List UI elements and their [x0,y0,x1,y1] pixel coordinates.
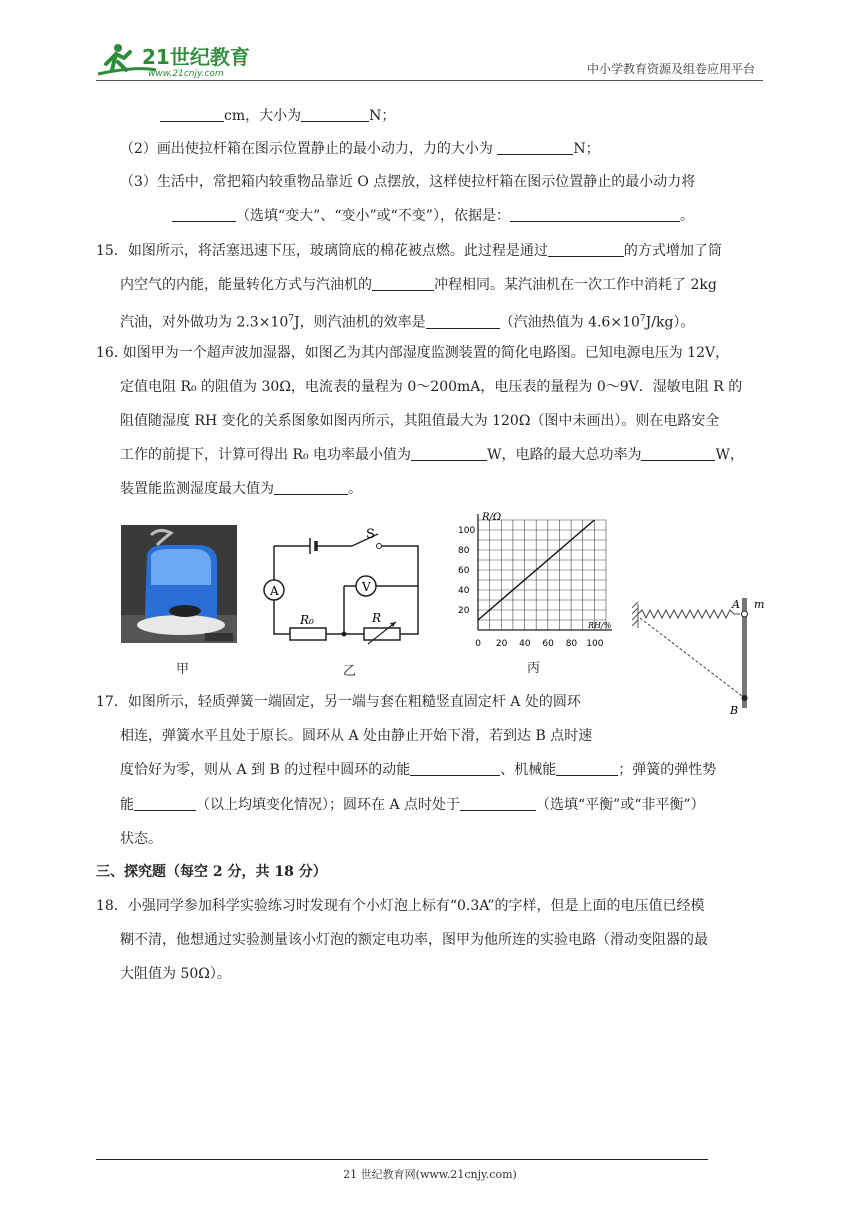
x-tick-label: 80 [565,639,578,649]
q18-line3: 大阻值为 50Ω）。 [120,966,231,982]
x-tick-label: 100 [586,639,604,649]
q17-line4: 能 （以上均填变化情况）；圆环在 A 点时处于 （选填“平衡”或“非平衡”） [120,797,705,813]
section-heading: 三、探究题（每空 2 分，共 18 分） [96,864,327,880]
voltmeter-label: V [362,580,371,594]
ring-a [742,611,748,617]
fig-label-yi: 乙 [343,664,357,679]
answer-blank [410,761,500,776]
q16-line5: 装置能监测湿度最大值为 。 [120,481,362,497]
answer-blank [556,761,618,776]
q17-line5: 状态。 [120,831,162,847]
q15-line3: 汽油，对外做功为 $2.3\times 10^7J$，则汽油机的效率是 （汽油热值为 $4.6\times 10^7J/kg$）。 [120,314,695,331]
point-a-label: A [732,598,740,611]
q18-line1: 18．小强同学参加科学实验练习时发现有个小灯泡上标有“0.3A”的字样，但是上面的电压值已经模 [96,898,705,914]
answer-blank [426,314,500,329]
y-tick-label: 40 [458,586,470,596]
q15-line2: 内空气的内能，能量转化方式与汽油机的 冲程相同。某汽油机在一次工作中消耗了 2kg [120,277,717,293]
answer-blank [274,480,348,495]
answer-blank [372,276,434,291]
answer-blank [160,107,224,122]
switch-label: S [366,527,375,542]
q14-line2: （2）画出使拉杆箱在图示位置静止的最小动力，力的大小为 N； [120,141,600,157]
fig-label-bing: 丙 [527,661,541,676]
q14-line4: （选填“变大”、“变小”或“不变”），依据是： 。 [172,206,840,226]
answer-blank [548,242,624,257]
y-tick-label: 60 [458,566,470,576]
switch-contact [377,544,382,549]
q17-line3: 度恰好为零，则从 A 到 B 的过程中圆环的动能 、机械能 ；弹簧的弹性势 [120,762,717,778]
y-tick-label: 80 [458,546,470,556]
header-rule [96,80,763,81]
answer-blank [134,796,196,811]
y-tick-label: 20 [458,606,470,616]
answer-blank [460,796,536,811]
logo-text: 21世纪教育 [142,45,250,69]
point-b-label: B [730,704,739,717]
x-tick-label: 20 [495,639,508,649]
junction-dot [342,632,347,637]
r0-label: R₀ [300,613,314,627]
chart-axes [478,514,612,630]
fig-label-jia: 甲 [176,662,190,677]
answer-blank [510,207,680,222]
q17-line2: 相连，弹簧水平且处于原长。圆环从 A 处由静止开始下滑，若到达 B 点时速 [120,728,593,744]
q16-line4: 工作的前提下，计算可得出 R₀ 电功率最小值为 W，电路的最大总功率为 W， [120,447,744,463]
chart-xlabel: RH/% [588,621,612,630]
r-resistor [364,628,400,640]
q16-line3: 阻值随湿度 RH 变化的关系图象如图丙所示，其阻值最大为 120Ω（图中未画出）。则在电路安全 [120,413,720,429]
chart-grid [478,520,606,630]
answer-blank [411,446,487,461]
spring [638,610,740,618]
r0-resistor [290,628,326,640]
x-tick-label: 60 [542,639,554,649]
humidifier-image [121,525,237,643]
answer-blank [301,107,369,122]
q15-line1: 15．如图所示，将活塞迅速下压，玻璃筒底的棉花被点燃。此过程是通过 的方式增加了筒 [96,243,722,259]
header-platform-text: 中小学教育资源及组卷应用平台 [586,62,755,76]
site-logo [96,40,266,80]
x-tick-label: 40 [519,639,531,649]
answer-blank [641,446,715,461]
y-tick-label: 100 [458,526,476,536]
answer-blank [172,207,236,222]
q16-line2: 定值电阻 R₀ 的阻值为 30Ω，电流表的量程为 0～200mA，电压表的量程为 0～9V．湿敏电阻 R 的 [120,379,743,395]
chart-ylabel: R/Ω [482,512,502,523]
mass-label: m [754,598,765,611]
q14-line3: （3）生活中，常把箱内较重物品靠近 O 点摆放，这样使拉杆箱在图示位置静止的最小动力将 [120,174,696,190]
q14-line1: cm，大小为 N； [160,106,828,126]
footer-rule [96,1159,708,1160]
battery-symbol [310,538,316,554]
spring-dashed [640,618,742,696]
q18-line2: 糊不清，他想通过实验测量该小灯泡的额定电功率，图甲为他所连的实验电路（滑动变阻器的最 [120,932,708,948]
resistance-humidity-chart [452,508,624,658]
q16-line1: 16. 如图甲为一个超声波加湿器，如图乙为其内部湿度监测装置的简化电路图。已知电源电压为 12V， [96,345,730,361]
answer-blank [497,140,573,155]
r-label: R [372,611,382,625]
x-tick-label: 0 [475,639,482,649]
footer-text: 21 世纪教育网(www.21cnjy.com) [343,1168,517,1181]
wall-hatch [632,602,638,628]
circuit-diagram [262,526,422,646]
logo-url: www.21cnjy.com [148,69,224,79]
q17-line1: 17．如图所示，轻质弹簧一端固定，另一端与套在粗糙竖直固定杆 A 处的圆环 [96,694,581,710]
ammeter-label: A [270,584,279,598]
